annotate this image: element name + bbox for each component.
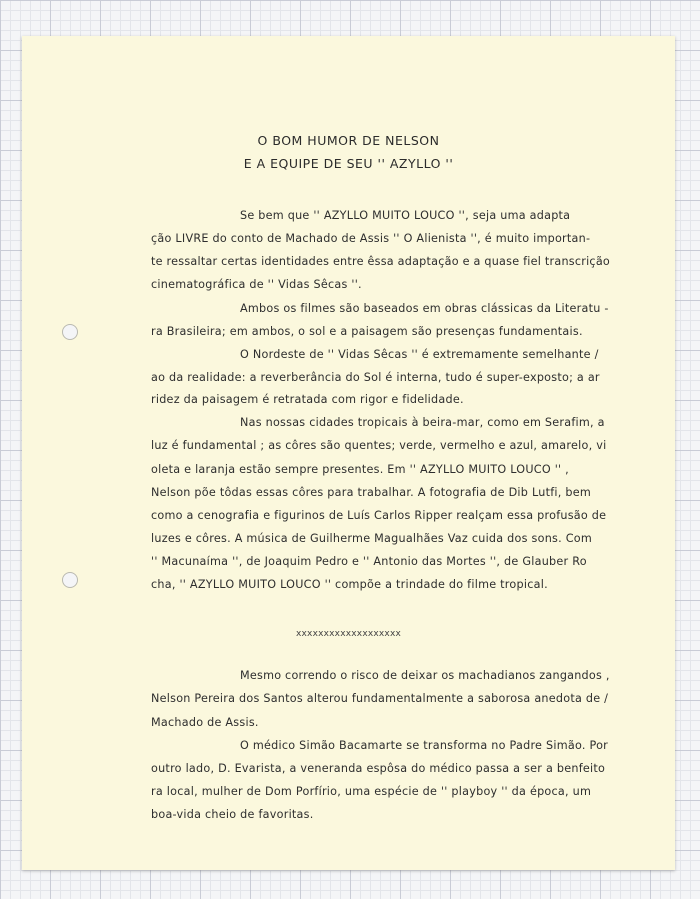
paragraph-line: Ambos os filmes são baseados em obras clássicas da Literatu -	[240, 302, 609, 315]
paragraph-line: Nelson põe tôdas essas côres para trabalhar. A fotografia de Dib Lutfi, bem	[151, 486, 592, 499]
paragraph-line: ção LIVRE do conto de Machado de Assis '' O Alienista '', é muito importan-	[151, 232, 591, 245]
paragraph-line: oleta e laranja estão sempre presentes. Em '' AZYLLO MUITO LOUCO '' ,	[151, 463, 569, 476]
paragraph-line: O médico Simão Bacamarte se transforma no Padre Simão. Por	[240, 739, 609, 752]
paragraph-line: cinematográfica de '' Vidas Sêcas ''.	[151, 278, 362, 291]
paragraph-line: ra Brasileira; em ambos, o sol e a paisagem são presenças fundamentais.	[151, 325, 583, 338]
paragraph-line: outro lado, D. Evarista, a veneranda espôsa do médico passa a ser a benfeito	[151, 762, 606, 775]
punch-hole-upper	[62, 324, 78, 340]
paragraph-line: O Nordeste de '' Vidas Sêcas '' é extremamente semelhante /	[240, 348, 599, 361]
paragraph-line: luz é fundamental ; as côres são quentes; verde, vermelho e azul, amarelo, vi	[151, 439, 607, 452]
paragraph-line: '' Macunaíma '', de Joaquim Pedro e '' Antonio das Mortes '', de Glauber Ro	[151, 555, 587, 568]
paragraph-line: boa-vida cheio de favoritas.	[151, 808, 314, 821]
paragraph-line: ra local, mulher de Dom Porfírio, uma espécie de '' playboy '' da época, um	[151, 785, 592, 798]
paragraph-line: ridez da paisagem é retratada com rigor e fidelidade.	[151, 393, 464, 406]
paragraph-line: como a cenografia e figurinos de Luís Carlos Ripper realçam essa profusão de	[151, 509, 607, 522]
paragraph-line: Se bem que '' AZYLLO MUITO LOUCO '', seja uma adapta	[240, 209, 571, 222]
punch-hole-lower	[62, 572, 78, 588]
paragraph-line: Nas nossas cidades tropicais à beira-mar, como em Serafim, a	[240, 416, 605, 429]
paragraph-line: Machado de Assis.	[151, 716, 259, 729]
document-title-line-1: O BOM HUMOR DE NELSON	[257, 133, 440, 148]
paragraph-line: te ressaltar certas identidades entre êssa adaptação e a quase fiel transcrição	[151, 255, 610, 268]
paragraph-line: Mesmo correndo o risco de deixar os machadianos zangandos ,	[240, 669, 610, 682]
section-separator: xxxxxxxxxxxxxxxxxxx	[296, 629, 401, 639]
document-page	[22, 36, 675, 870]
paragraph-line: cha, '' AZYLLO MUITO LOUCO '' compõe a trindade do filme tropical.	[151, 578, 548, 591]
paragraph-line: Nelson Pereira dos Santos alterou fundamentalmente a saborosa anedota de /	[151, 692, 609, 705]
document-title-line-2: E A EQUIPE DE SEU '' AZYLLO ''	[243, 156, 454, 171]
paragraph-line: ao da realidade: a reverberância do Sol é interna, tudo é super-exposto; a ar	[151, 371, 600, 384]
paragraph-line: luzes e côres. A música de Guilherme Magualhães Vaz cuida dos sons. Com	[151, 532, 593, 545]
